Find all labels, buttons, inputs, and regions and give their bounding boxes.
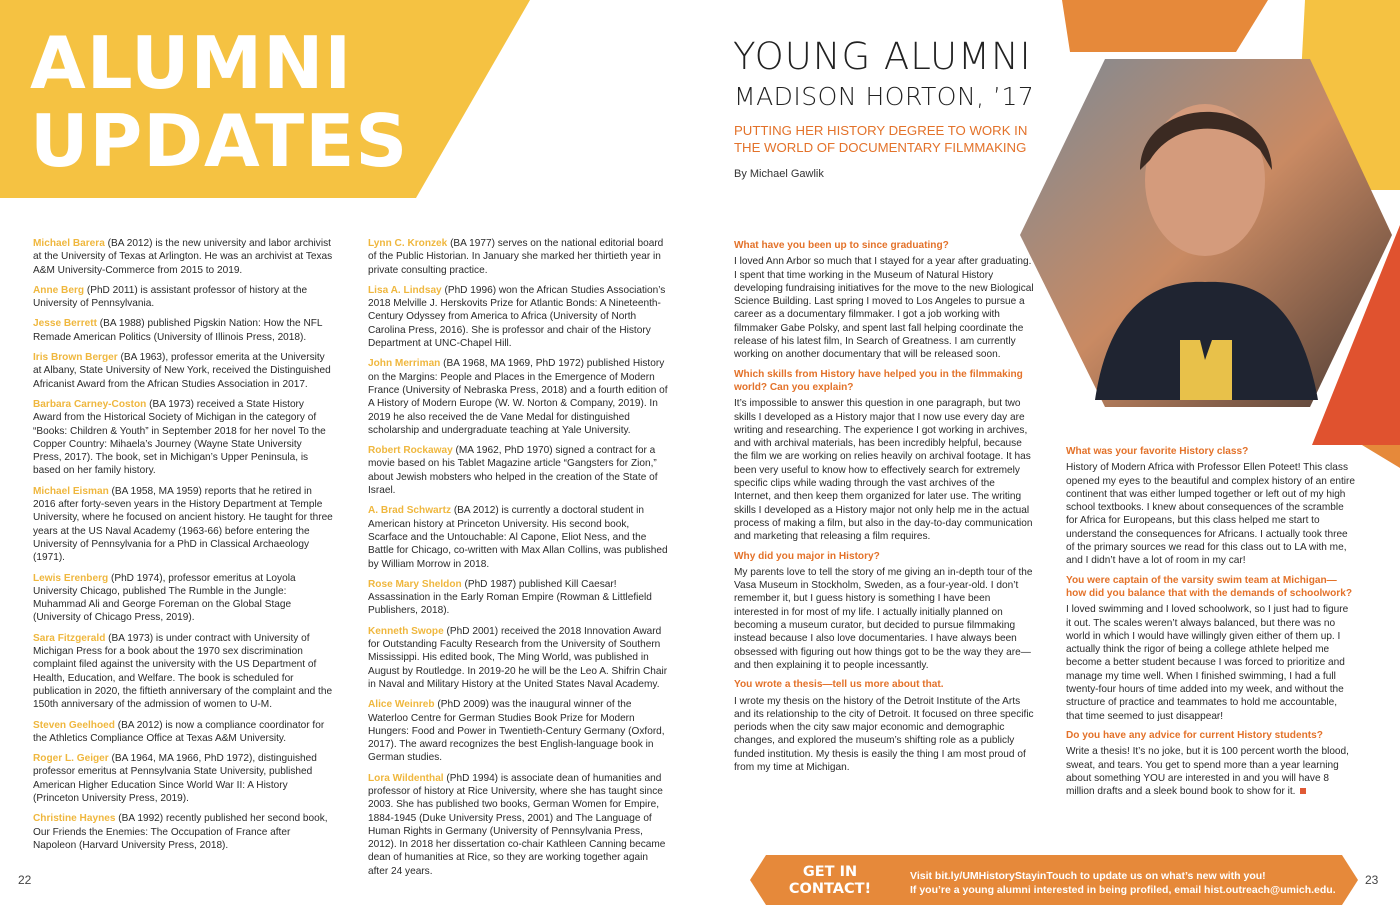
answer: My parents love to tell the story of me giving an in-depth tour of the Vasa Museum in Stockholm, Sweden, as a four-year-old. I don’t remember it, but I guess history is something I have been interested in for most of my life. I actually initially planned on becoming a museum curator, but decided to pursue filmmaking instead because I also love documentaries. I have always been obsessed with figuring out how things got to be the way they are—and then explaining it to people incessantly. bbox=[734, 566, 1033, 671]
update-text: (BA 1963), professor emerita at the University at Albany, State University of New York, received the Distinguished Africanist Award from the African Studies Association in 2017. bbox=[33, 352, 331, 390]
question: You were captain of the varsity swim team at Michigan—how did you balance that with the demands of schoolwork? bbox=[1066, 574, 1353, 599]
qa-col4 bbox=[1066, 445, 1356, 804]
page-number-right: 23 bbox=[1365, 873, 1379, 887]
update-text: (BA 1973) is under contract with University of Michigan Press for a book about the 1970 sex discrimination complaint filed against the university with the US Department of Health, Education, and Welfare. The book is scheduled for publication in 2020, the fiftieth anniversary of the complaint and the 150th anniversary of the admission of women to U-M. bbox=[33, 632, 333, 711]
update-entry bbox=[368, 357, 668, 437]
update-entry bbox=[33, 284, 333, 311]
answer: I loved Ann Arbor so much that I stayed for a year after graduating. I spent that time working in the Museum of Natural History developing fundraising initiatives for the move to the new Biological Science Building. Last spring I moved to Los Angeles to pursue a career as a documentary filmmaker. I got a job working with filmmaker Gabe Polsky, and spent last fall helping coordinate the release of his latest film, In Search of Greatness. I am currently working on another documentary that will be released soon. bbox=[734, 256, 1034, 361]
alumnus-name: Barbara Carney-Coston bbox=[33, 398, 147, 410]
feature-dek: PUTTING HER HISTORY DEGREE TO WORK IN THE WORLD OF DOCUMENTARY FILMMAKING bbox=[734, 123, 1028, 155]
update-entry bbox=[33, 317, 333, 344]
update-entry bbox=[368, 237, 668, 277]
update-entry bbox=[33, 485, 333, 565]
update-text: (BA 1973) received a State History Award from the Historical Society of Michigan in the category of “Books: Children & Youth” in September 2018 for her novel To the Copper Country: Mihaela’s Journey (Wayne State University Press, 2017). The book, set in Michigan’s Upper Peninsula, is based on her family history. bbox=[33, 398, 326, 477]
update-text: (BA 1964, MA 1966, PhD 1972), distinguished professor emeritus at Pennsylvania State University, published American Higher Education Since World War II: A History (Princeton University Press, 2019). bbox=[33, 753, 317, 804]
alumnus-name: Michael Eisman bbox=[33, 485, 109, 497]
small-orange-triangle bbox=[1362, 445, 1400, 468]
question: What have you been up to since graduating? bbox=[734, 240, 949, 251]
answer: History of Modern Africa with Professor Ellen Poteet! This class opened my eyes to the beautiful and complex history of an entire continent that was either lumped together or left out of my high school textbooks. I knew about consequences of the scramble for Africa for Europeans, but this class helped me start to understand the consequences for Africans. I actually took three of the primary sources we read for this class out to LA with me, and I didn’t have a lot of room in my car! bbox=[1066, 462, 1355, 567]
qa-col3 bbox=[734, 239, 1034, 780]
update-entry bbox=[33, 632, 333, 712]
alumnus-name: A. Brad Schwartz bbox=[368, 505, 452, 517]
alumnus-name: Lynn C. Kronzek bbox=[368, 238, 448, 249]
answer: I wrote my thesis on the history of the Detroit Institute of the Arts and its relationship to the city of Detroit. It focused on three specific periods when the city saw major economic and demographic changes, and explored the museum’s shifting role as a publicly funded institution. My thesis is easily the thing I am most proud of from my time at Michigan. bbox=[734, 695, 1034, 773]
update-entry bbox=[33, 237, 333, 277]
banner-title-line2: UPDATES bbox=[30, 99, 409, 183]
question: Which skills from History have helped you in the filmmaking world? Can you explain? bbox=[734, 368, 1023, 393]
alumnus-name: Sara Fitzgerald bbox=[33, 632, 106, 644]
contact-text bbox=[910, 869, 1336, 897]
question: What was your favorite History class? bbox=[1066, 446, 1249, 457]
alumnus-name: Roger L. Geiger bbox=[33, 753, 109, 765]
update-text: (BA 1958, MA 1959) reports that he retired in 2016 after forty-seven years in the History Department at Temple University, where he focused on ancient history. He taught for three years at the US Naval Academy (1963-66) before entering the University of Pennsylvania for a PhD in Classical Archaeology (1971). bbox=[33, 485, 333, 564]
update-text: (BA 2012) is now a compliance coordinator for the Athletics Compliance Office at Texas A&M University. bbox=[33, 719, 325, 744]
alumnus-name: Christine Haynes bbox=[33, 813, 116, 825]
alumnus-name: Lora Wildenthal bbox=[368, 772, 444, 784]
update-entry bbox=[368, 444, 668, 497]
update-entry bbox=[33, 719, 333, 746]
contact-link-line[interactable]: Visit bit.ly/UMHistoryStayinTouch to update us on what’s new with you! bbox=[910, 870, 1266, 882]
update-entry bbox=[368, 772, 668, 878]
contact-heading-line1: GET IN bbox=[802, 864, 858, 880]
byline: By Michael Gawlik bbox=[734, 168, 824, 180]
question: Do you have any advice for current History students? bbox=[1066, 729, 1323, 741]
page-number-left: 22 bbox=[18, 873, 32, 887]
update-text: (BA 1988) published Pigskin Nation: How the NFL Remade American Politics (University of Illinois Press, 2018). bbox=[33, 318, 323, 343]
answer: Write a thesis! It’s no joke, but it is 100 percent worth the blood, sweat, and tears. You get to spend more than a year learning about something YOU are interested in and you will have 8 million drafts and a sleek bound book to show for it. bbox=[1066, 746, 1349, 798]
update-entry bbox=[368, 578, 668, 618]
alumnus-name: Anne Berg bbox=[33, 284, 85, 296]
alumnus-name: Robert Rockaway bbox=[368, 445, 453, 457]
answer: It’s impossible to answer this question in one paragraph, but two skills I developed as a History major that I now use every day are writing and researching. The experience I got working in archives, and with archival materials, has been incredibly helpful, because the film we are working on relies heavily on archival footage. It has been very useful to know how to effectively search for extremely specific clips while wading through the vast archives of the Internet, and then keep them organized for later use. The writing skills I developed as a History major not only help me in the actual process of making a film, but also in the day-to-day communication and marketing that releasing a film requires. bbox=[734, 398, 1033, 543]
update-entry bbox=[368, 284, 668, 350]
alumnus-name: John Merriman bbox=[368, 358, 441, 370]
alumni-updates-col2 bbox=[368, 237, 668, 885]
update-text: (BA 1968, MA 1969, PhD 1972) published History on the Margins: People and Places in the Emergence of Modern France (University of Nebraska Press, 2018) and a fourth edition of A History of Modern Europe (W. W. Norton & Company, 2019). In 2019 he also received the de Vane Medal for distinguished scholarship and undergraduate teaching at Yale University. bbox=[368, 358, 668, 436]
update-text: (BA 2012) is the new university and labor archivist at the University of Texas at Arlington. He was an archivist at Texas A&M University-Commerce from 2015 to 2019. bbox=[33, 238, 333, 276]
feature-subtitle: MADISON HORTON, ’17 bbox=[734, 82, 1035, 111]
update-entry bbox=[33, 398, 333, 478]
alumnus-name: Lewis Erenberg bbox=[33, 572, 109, 584]
alumnus-name: Iris Brown Berger bbox=[33, 352, 118, 364]
answer-with-endmark bbox=[1066, 745, 1356, 798]
update-entry bbox=[33, 812, 333, 852]
alumnus-name: Michael Barera bbox=[33, 238, 105, 249]
update-entry bbox=[368, 625, 668, 691]
update-text: (PhD 1994) is associate dean of humanities and professor of history at Rice University, where she has taught since 2003. She has published two books, German Women for Empire, 1884-1945 (Duke University Press, 2001) and The Language of Human Rights in Germany (University of Pennsylvania Press, 2012). In 2018 her dissertation co-chair Kathleen Canning became dean of humanities at Rice, so they are working together again after 24 years. bbox=[368, 772, 666, 877]
update-text: (BA 1977) serves on the national editorial board of the Public Historian. In January she marked her thirtieth year in private consulting practice. bbox=[368, 238, 664, 276]
alumnus-name: Steven Geelhoed bbox=[33, 719, 115, 731]
update-entry bbox=[368, 504, 668, 570]
end-of-article-mark bbox=[1300, 788, 1306, 794]
update-entry bbox=[33, 752, 333, 805]
alumnus-name: Lisa A. Lindsay bbox=[368, 284, 442, 296]
hexagon-decor bbox=[1000, 0, 1400, 470]
update-entry bbox=[368, 698, 668, 764]
banner-title-line1: ALUMNI bbox=[30, 21, 353, 105]
alumnus-name: Rose Mary Sheldon bbox=[368, 578, 462, 590]
update-text: (PhD 1974), professor emeritus at Loyola University Chicago, published The Rumble in the Jungle: Muhammad Ali and George Foreman on the Global Stage (University of Chicago Press, 2019). bbox=[33, 572, 296, 624]
alumnus-name: Jesse Berrett bbox=[33, 318, 97, 330]
alumnus-name: Alice Weinreb bbox=[368, 699, 435, 711]
update-text: (MA 1962, PhD 1970) signed a contract for a movie based on his Tablet Magazine article “Gangsters for Zion,” about Jewish mobsters who helped in the creation of the State of Israel. bbox=[368, 445, 658, 497]
question: You wrote a thesis—tell us more about that. bbox=[734, 679, 944, 691]
update-entry bbox=[33, 572, 333, 625]
update-text: (PhD 1996) won the African Studies Association’s 2018 Melville J. Herskovits Prize for Atlantic Bonds: A Nineteenth-Century Odyssey from America to Africa (University of North Carolina Press, 2016). She is professor and chair of the History Department at UNC-Chapel Hill. bbox=[368, 284, 666, 350]
contact-heading bbox=[780, 864, 880, 898]
update-text: (BA 2012) is currently a doctoral student in American history at Princeton University. His second book, Scarface and the Untouchable: Al Capone, Eliot Ness, and the Battle for Chicago, co-written with Max Allan Collins, was published by William Morrow in 2018. bbox=[368, 505, 668, 570]
orange-hexagon bbox=[1062, 0, 1268, 52]
alumni-updates-col1 bbox=[33, 237, 333, 859]
update-text: (BA 1992) recently published her second book, Our Friends the Enemies: The Occupation of France after Napoleon (Harvard University Press, 2018). bbox=[33, 813, 328, 851]
contact-heading-line2: CONTACT! bbox=[788, 881, 872, 897]
update-text: (PhD 2011) is assistant professor of history at the University of Pennsylvania. bbox=[33, 284, 308, 310]
alumnus-name: Kenneth Swope bbox=[368, 625, 444, 637]
update-entry bbox=[33, 351, 333, 391]
update-text: (PhD 2001) received the 2018 Innovation Award for Outstanding Faculty Research from the University of Southern Mississippi. His edited book, The Ming World, was published in August by Routledge. In 2019-20 he will be the Leo A. Shifrin Chair in Naval and Military History at the United States Naval Academy. bbox=[368, 625, 668, 690]
update-text: (PhD 1987) published Kill Caesar! Assassination in the Early Roman Empire (Rowman & Littlefield Publishers, 2018). bbox=[368, 578, 652, 617]
contact-email-line[interactable]: If you’re a young alumni interested in being profiled, email hist.outreach@umich.edu. bbox=[910, 884, 1336, 896]
answer: I loved swimming and I loved schoolwork, so I just had to figure it out. The scales weren’t always balanced, but there was no world in which I would have willingly given either of them up. I actually think the rigor of being a college athlete helped me become a better student because I was forced to prioritize and manage my time well. When I finished swimming, I had a full twenty-four hours of time added into my week, and without the structure of practice and teammates to hold me accountable, that time seemed to just disappear! bbox=[1066, 604, 1349, 722]
update-text: (PhD 2009) was the inaugural winner of the Waterloo Centre for German Studies Book Prize for Modern Hungers: Food and Power in Twentieth-Century Germany (Oxford, 2017). The award recognizes the best English-language book in German studies. bbox=[368, 699, 665, 764]
question: Why did you major in History? bbox=[734, 550, 880, 562]
feature-title: YOUNG ALUMNI bbox=[733, 35, 1032, 78]
